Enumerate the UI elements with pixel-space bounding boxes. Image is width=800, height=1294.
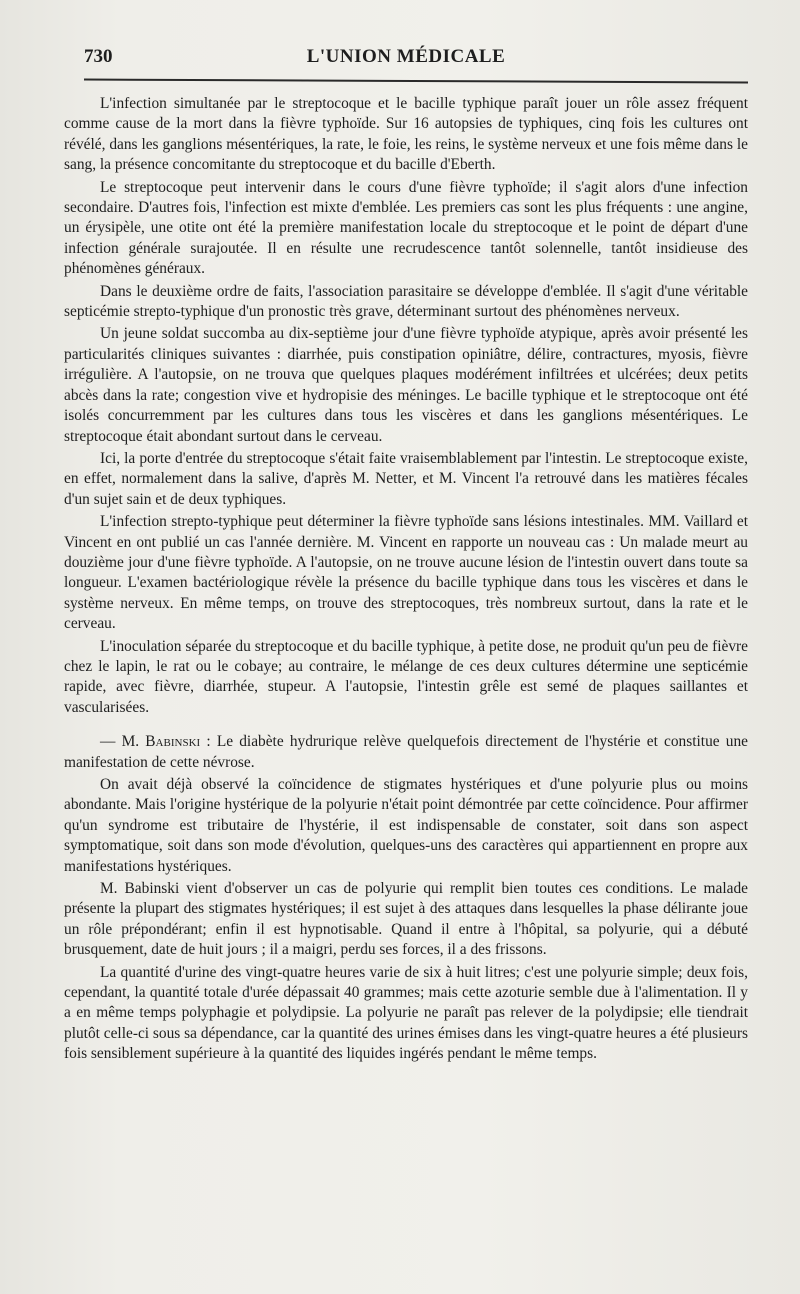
page-header [64,40,748,76]
section-dash: — M. [100,733,140,751]
paragraph: L'inoculation séparée du streptocoque et du bacille typhique, à petite dose, ne produit qu'un peu de fièvre chez le lapin, le rat ou le cobaye; au contraire, le mélange de ces deux cultures détermine une septicémie rapide, avec fièvre, diarrhée, stupeur. A l'autopsie, l'intestin grêle est semé de plaques saillantes et vascularisées. [64,637,748,716]
paragraph: L'infection strepto-typhique peut déterminer la fièvre typhoïde sans lésions intestinales. MM. Vaillard et Vincent en ont publié un cas l'année dernière. M. Vincent en rapporte un nouveau cas : Un malade meurt au douzième jour d'une fièvre typhoïde. A l'autopsie, on ne trouve aucune lésion de l'intestin ouvert dans toute sa longueur. L'examen bactériologique révèle la présence du bacille typhique dans tous les viscères et dans le système nerveux. En même temps, on trouve des streptocoques, très nombreux surtout, dans la rate et le cerveau. [64,513,748,633]
paragraph: Ici, la porte d'entrée du streptocoque s'était faite vraisemblablement par l'intestin. Le streptocoque existe, en effet, normalement dans la salive, d'après M. Netter, et M. Vincent l'a retrouvé dans les matières fécales d'un sujet sain et de deux typhiques. [64,449,748,508]
babinski-text: : Le diabète hydrurique relève quelquefois directement de l'hystérie et constitue une manifestation de cette névrose. [64,733,748,771]
paragraph: Le streptocoque peut intervenir dans le cours d'une fièvre typhoïde; il s'agit alors d'une infection secondaire. D'autres fois, l'infection est mixte d'emblée. Les premiers cas sont les plus fréquents : une angine, un érysipèle, une otite ont été la première manifestation locale du streptocoque et le point de départ d'une infection générale surajoutée. Il en résulte une recrudescence tantôt solennelle, tantôt insidieuse des phénomènes généraux. [64,178,748,278]
paragraph: L'infection simultanée par le streptocoque et le bacille typhique paraît jouer un rôle assez fréquent comme cause de la mort dans la fièvre typhoïde. Sur 16 autopsies de typhiques, cinq fois les cultures ont révélé, dans les ganglions mésentériques, la rate, le foie, les reins, le système nerveux et une fois même dans le sang, la présence concomitante du streptocoque et du bacille d'Eberth. [64,95,748,174]
running-title: L'UNION MÉDICALE [306,46,506,67]
page-number: 730 [84,46,113,67]
header-rule [84,79,748,84]
paragraph: Un jeune soldat succomba au dix-septième jour d'une fièvre typhoïde atypique, après avoir présenté les particularités cliniques suivantes : diarrhée, puis constipation opiniâtre, délire, contractures, myosis, fièvre irrégulière. A l'autopsie, on ne trouva que quelques plaques modérément infiltrées et ulcérées; deux petits abcès dans la rate; congestion vive et hydropisie des méninges. Le bacille typhique et le streptocoque ont été isolés concurremment par les cultures dans tous les viscères et dans les ganglions mésentériques. Le streptocoque était abondant surtout dans le cerveau. [64,325,748,445]
paragraph: La quantité d'urine des vingt-quatre heures varie de six à huit litres; c'est une polyurie simple; deux fois, cependant, la quantité totale d'urée dépassait 40 grammes; mais cette azoturie semble due à l'alimentation. Il y a en même temps polyphagie et polydipsie. La polyurie ne paraît pas relever de la polydipsie; elle tiendrait plutôt celle-ci sous sa dépendance, car la quantité des urines émises dans les vingt-quatre heures a été plusieurs fois sensiblement supérieure à la quantité des liquides ingérés pendant le même temps. [64,963,748,1063]
paragraph: M. Babinski vient d'observer un cas de polyurie qui remplit bien toutes ces conditions. Le malade présente la plupart des stigmates hystériques; il est sujet à des attaques dans lesquelles la phase délirante joue un rôle prépondérant; enfin il est hypnotisable. Quand il entre à l'hôpital, sa polyurie, qui a débuté brusquement, date de huit jours ; il a maigri, perdu ses forces, il a des frissons. [64,880,748,959]
paragraph: On avait déjà observé la coïncidence de stigmates hystériques et d'une polyurie plus ou moins abondante. Mais l'origine hystérique de la polyurie n'était point démontrée par cette coïncidence. Pour affirmer qu'un syndrome est tributaire de l'hystérie, il est indispensable de constater, soit dans son aspect symptomatique, soit dans son mode d'évolution, quelques-uns des caractères qui appartiennent en propre aux manifestations hystériques. [64,776,748,875]
paragraph: Dans le deuxième ordre de faits, l'association parasitaire se développe d'emblée. Il s'agit d'une véritable septicémie strepto-typhique d'un pronostic très grave, déterminant surtout des phénomènes nerveux. [64,282,748,321]
babinski-paragraph [64,732,748,773]
author-name: Babinski [145,733,201,751]
body-text [64,94,748,1065]
